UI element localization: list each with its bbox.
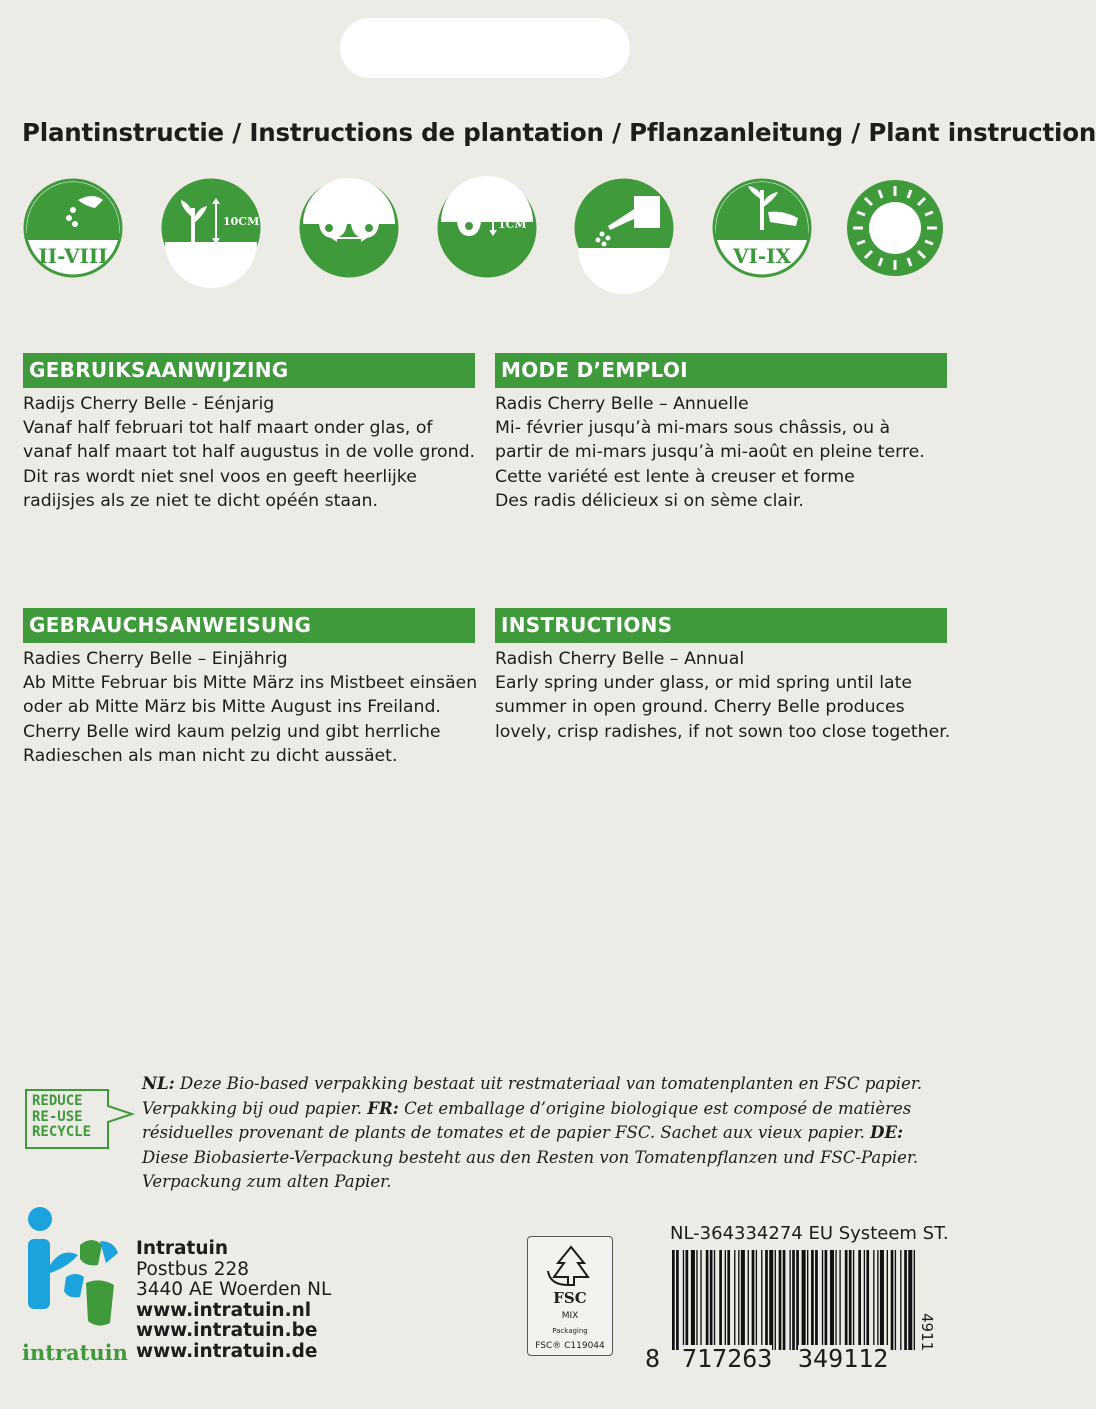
barcode-bar [802,1250,806,1350]
body-line: Des radis délicieux si on sème clair. [495,490,804,511]
barcode-bar [752,1250,755,1350]
barcode-bar [789,1250,790,1350]
section-body-de [23,647,477,768]
barcode-bar [691,1250,695,1350]
body-line: Radis Cherry Belle – Annuelle [495,394,749,414]
packet-window [340,18,630,78]
lang-tag-fr: FR: [367,1098,399,1118]
body-line: Radies Cherry Belle – Einjährig [23,649,288,669]
barcode-bar [891,1250,894,1350]
section-heading-nl: GEBRUIKSAANWIJZING [23,353,475,388]
row-spacing-measure: 5CM [339,252,368,265]
barcode-bar [866,1250,869,1350]
website-link[interactable]: www.intratuin.de [136,1340,318,1362]
section-heading-de: GEBRAUCHSANWEISUNG [23,608,475,643]
fsc-label [527,1236,613,1356]
barcode-bar [845,1250,848,1350]
barcode-bar [738,1250,739,1350]
body-line: summer in open ground. Cherry Belle produces [495,697,905,718]
barcode-bar [683,1250,684,1350]
website-link[interactable]: www.intratuin.be [136,1320,318,1342]
barcode-bar [904,1250,907,1350]
barcode-bar [696,1250,697,1350]
address-line: 3440 AE Woerden NL [136,1279,332,1301]
fsc-type: MIX [561,1311,579,1321]
lang-tag-de: DE: [870,1123,904,1142]
barcode-label: NL-364334274 EU Systeem ST. [670,1223,949,1244]
fsc-subtitle: Packaging [552,1327,588,1335]
barcode-bar [783,1250,786,1350]
page-title: Plantinstructie / Instructions de plantation / Pflanzanleitung / Plant instruction [22,118,1096,147]
lang-tag-nl: NL: [142,1074,175,1093]
company-name: Intratuin [136,1238,229,1259]
body-line: Cette variété est lente à creuser et forme [495,466,855,487]
fsc-code: FSC® C119044 [535,1341,605,1351]
barcode-bar [748,1250,749,1350]
barcode-bar [725,1250,726,1350]
section-body-nl [23,392,475,513]
barcode-bar [835,1250,836,1350]
barcode-bar [741,1250,745,1350]
logo-wordmark: intratuin [22,1340,128,1365]
barcode-bar [853,1250,854,1350]
row-spacing-icon [299,178,399,278]
harvest-period-label: VI-IX [732,244,792,268]
barcode-bar [756,1250,757,1350]
barcode-bar [825,1250,828,1350]
barcode-bar [811,1250,814,1350]
barcode-first-digit: 8 [645,1344,661,1373]
barcode-bar [849,1250,852,1350]
body-line: vanaf half maart tot half augustus in de volle grond. [23,442,476,463]
harvest-calendar-icon [712,178,812,278]
body-line: oder ab Mitte März bis Mitte August ins Freiland. [23,697,441,718]
body-line: Dit ras wordt niet snel voos en geeft heerlijke [23,466,417,487]
barcode-bar [734,1250,735,1350]
barcode-bar [700,1250,701,1350]
packaging-note [142,1072,947,1195]
barcode-bar [761,1250,762,1350]
barcode-bar [887,1250,888,1350]
barcode-bar [686,1250,689,1350]
recycle-line: RE-USE [32,1108,83,1125]
packaging-note-de: Diese Biobasierte-Verpackung besteht aus den Resten von Tomatenpflanzen und FSC-Papier. Verpackung zum alten Papier. [142,1147,919,1191]
barcode-bar [908,1250,912,1350]
body-line: Ab Mitte Februar bis Mitte März ins Mistbeet einsäen [23,673,478,694]
section-body-fr [495,392,925,513]
recycle-text [32,1094,91,1141]
barcode-bar [858,1250,861,1350]
body-line: Radish Cherry Belle – Annual [495,649,745,669]
barcode-right-digits: 349112 [798,1344,889,1373]
sowing-calendar-icon [23,178,123,278]
body-line: Cherry Belle wird kaum pelzig und gibt herrliche [23,721,441,742]
sowing-depth-measure: 1CM [498,218,527,231]
barcode-bar [710,1250,713,1350]
packaging-note-nl: Deze Bio-based verpakking bestaat uit restmateriaal van tomatenplanten en FSC papier. Verpakking bij oud papier. [142,1074,923,1118]
barcode-bar [775,1250,776,1350]
body-line: Vanaf half februari tot half maart onder glas, of [23,418,433,439]
barcode-bar [914,1250,915,1350]
sowing-depth-icon [437,178,537,278]
sowing-period-label: II-VIII [38,244,108,268]
section-heading-fr: MODE D’EMPLOI [495,353,947,388]
body-line: Mi- février jusqu’à mi-mars sous châssis, ou à [495,418,891,439]
barcode-bar [719,1250,722,1350]
barcode-bar [830,1250,834,1350]
barcode-bar [807,1250,808,1350]
plant-height-icon [161,178,261,278]
barcode-bar [880,1250,884,1350]
barcode-bar [765,1250,768,1350]
body-line: Early spring under glass, or mid spring until late [495,673,913,694]
recycle-line: REDUCE [32,1093,83,1109]
barcode-bar [895,1250,896,1350]
address-line: Postbus 228 [136,1258,250,1280]
barcode-bar [877,1250,878,1350]
barcode-bar [864,1250,865,1350]
side-code: 4911 [918,1313,936,1352]
recycle-line: RECYCLE [32,1124,92,1140]
barcode-bar [792,1250,795,1350]
barcode-bar [822,1250,823,1350]
barcode-bar [672,1250,675,1350]
section-body-en [495,647,950,744]
body-line: radijsjes als ze niet te dicht opéén staan. [23,490,378,511]
barcode-bar [839,1250,840,1350]
barcode-bar [873,1250,874,1350]
fsc-tree-icon [528,1241,614,1291]
barcode-bar [676,1250,679,1350]
barcode-bar [769,1250,773,1350]
barcode-bar [706,1250,709,1350]
barcode-bar [727,1250,730,1350]
barcode-bar [714,1250,715,1350]
body-line: partir de mi-mars jusqu’à mi-août en pleine terre. [495,442,925,463]
barcode-bar [779,1250,782,1350]
plant-height-measure: 10CM [223,215,260,228]
barcode [668,1250,918,1350]
recycle-badge [24,1088,134,1152]
company-address [136,1239,331,1363]
barcode-bar [796,1250,799,1350]
watering-icon [574,178,674,278]
barcode-bar [815,1250,818,1350]
fsc-brand: FSC [553,1289,587,1307]
barcode-left-digits: 717263 [682,1344,773,1373]
body-line: Radieschen als man nicht zu dicht aussäet. [23,745,398,766]
body-line: Radijs Cherry Belle - Eénjarig [23,394,275,414]
section-heading-en: INSTRUCTIONS [495,608,947,643]
packaging-note-fr: Cet emballage d’origine biologique est composé de matières résiduelles provenant de plants de tomates et de papier FSC. Sachet aux vieux papier. [142,1098,912,1142]
full-sun-icon [845,178,945,278]
body-line: lovely, crisp radishes, if not sown too close together. [495,721,951,742]
barcode-bar [900,1250,901,1350]
website-link[interactable]: www.intratuin.nl [136,1299,312,1321]
